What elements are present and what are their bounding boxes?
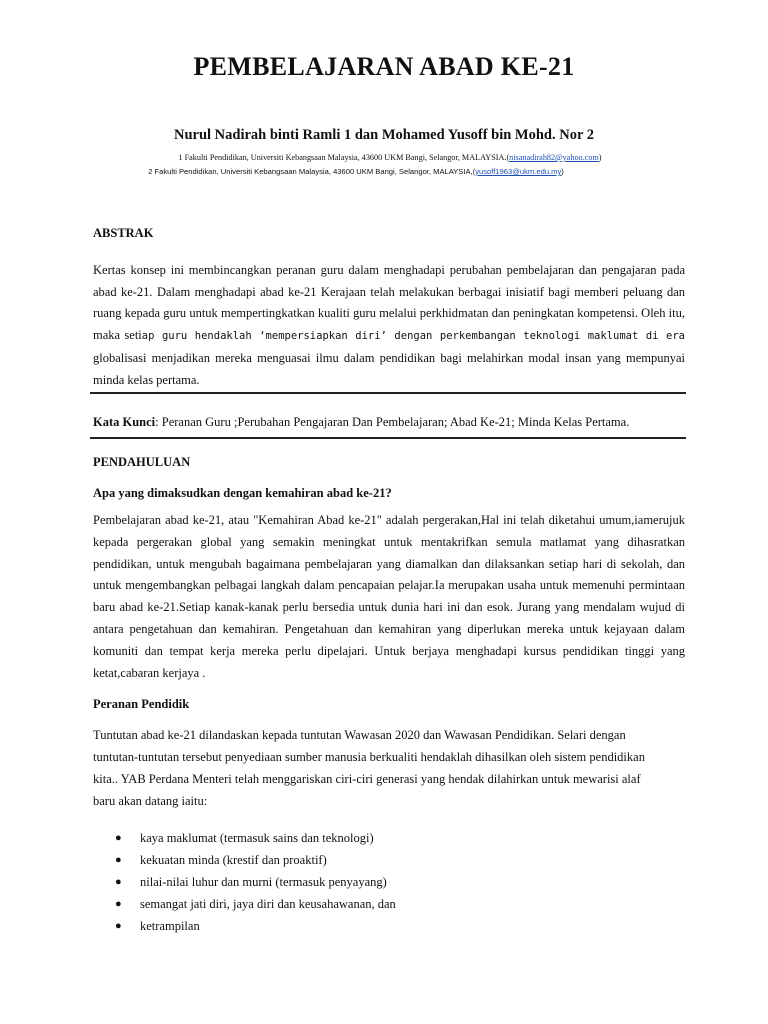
list-item [93, 893, 396, 915]
bullet-list [93, 827, 396, 937]
bullet-icon: ● [115, 854, 122, 866]
keywords-line [93, 415, 629, 430]
abstract-text-2: globalisasi menjadikan mereka menguasai ilmu dalam pendidikan bagi melahirkan modal insan yang mempunyai minda kelas pertama. [93, 350, 685, 387]
paper-authors: Nurul Nadirah binti Ramli 1 dan Mohamed Yusoff bin Mohd. Nor 2 [173, 127, 595, 143]
paper-title: PEMBELAJARAN ABAD KE-21 [193, 52, 575, 81]
keywords-text: : Peranan Guru ;Perubahan Pengajaran Dan Pembelajaran; Abad Ke-21; Minda Kelas Pertama. [155, 415, 630, 429]
bullet-icon: ● [115, 832, 122, 844]
peranan-heading: Peranan Pendidik [93, 697, 190, 711]
affiliation-1-email-link[interactable]: nisanadirah82@yahoo.com [509, 153, 599, 162]
list-item [93, 915, 396, 937]
list-item-text: nilai-nilai luhur dan murni (termasuk penyayang) [140, 875, 387, 889]
bullet-icon: ● [115, 920, 122, 932]
list-item-text: semangat jati diri, jaya diri dan keusahawanan, dan [140, 897, 396, 911]
affiliation-2-end: ) [561, 167, 564, 176]
list-item [93, 827, 396, 849]
keywords-label: Kata Kunci [93, 415, 156, 429]
affiliation-1-text: 1 Fakulti Pendidikan, Universiti Kebangsaan Malaysia, 43600 UKM Bangi, Selangor, MALAYSIA.( [178, 153, 510, 162]
list-item-text: kekuatan minda (krestif dan proaktif) [140, 853, 327, 867]
list-item [93, 871, 396, 893]
abstract-paragraph [93, 260, 685, 391]
affiliation-1 [0, 153, 768, 162]
intro-subheading: Apa yang dimaksudkan dengan kemahiran abad ke-21? [93, 486, 392, 500]
peranan-paragraph [93, 724, 685, 812]
abstract-text-typewriter: ap guru hendaklah ‘mempersiapkan diri’ dengan perkembangan teknologi maklumat di era [141, 330, 685, 343]
intro-paragraph: Pembelajaran abad ke-21, atau "Kemahiran Abad ke-21" adalah pergerakan,Hal ini telah diketahui umum,iamerujuk kepada pergerakan global yang semakin meningkat untuk mentakrifkan semula matlamat yang dihasratkan pendidikan, untuk mengubah bagaimana pembelajaran yang diamalkan dan dilaksankan setiap hari di sekolah, dan untuk mengembangkan pelbagai langkah dalam pencapaian pelajar.Ia merupakan usaha untuk memenuhi permintaan baru abad ke-21.Setiap kanak-kanak perlu bersedia untuk dunia hari ini dan esok. Jurang yang mendalam wujud di antara pengetahuan dan kemahiran. Pengetahuan dan kemahiran yang diperlukan mereka untuk kejayaan dalam komuniti dan tempat kerja mereka perlu dipelajari. Untuk berjaya menghadapi kursus pendidikan tinggi yang ketat,cabaran kerjaya . [93, 513, 685, 680]
abstract-text-1: Kertas konsep ini membincangkan peranan guru dalam menghadapi perubahan pembelajaran dan pengajaran pada abad ke-21. Dalam menghadapi abad ke-21 Kerajaan telah melakukan berbagai inisiatif bagi memberi peluang dan ruang kepada guru untuk mempertingkatkan kualiti guru melalui perkhidmatan dan peningkatan kompetensi. Oleh itu, maka seti [93, 263, 685, 343]
divider-bottom [90, 437, 686, 439]
affiliation-1-end: ) [598, 153, 602, 162]
peranan-line-1: Tuntutan abad ke-21 dilandaskan kepada tuntutan Wawasan 2020 dan Wawasan Pendidikan. Selari dengan [93, 728, 626, 742]
abstract-heading: ABSTRAK [93, 226, 154, 240]
divider-top [90, 392, 686, 394]
intro-heading: PENDAHULUAN [93, 455, 191, 469]
peranan-line-3: kita.. YAB Perdana Menteri telah menggariskan ciri-ciri generasi yang hendak dilahirkan untuk mewarisi alaf [93, 772, 641, 786]
list-item-text: kaya maklumat (termasuk sains dan teknologi) [140, 831, 374, 845]
peranan-line-2: tuntutan-tuntutan tersebut penyediaan sumber manusia berkualiti hendaklah dihasilkan oleh sistem pendidikan [93, 750, 645, 764]
bullet-icon: ● [115, 898, 122, 910]
list-item [93, 849, 396, 871]
bullet-icon: ● [115, 876, 122, 888]
affiliation-2-text: 2 Fakulti Pendidikan, Universiti Kebangsaan Malaysia, 43600 UKM Bangi, Selangor, MALAYSIA,( [148, 167, 476, 176]
affiliation-2 [0, 167, 712, 176]
affiliation-2-email-link[interactable]: yusoff1963@ukm.edu.my [475, 167, 562, 176]
peranan-line-4: baru akan datang iaitu: [93, 794, 208, 808]
list-item-text: ketrampilan [140, 919, 200, 933]
